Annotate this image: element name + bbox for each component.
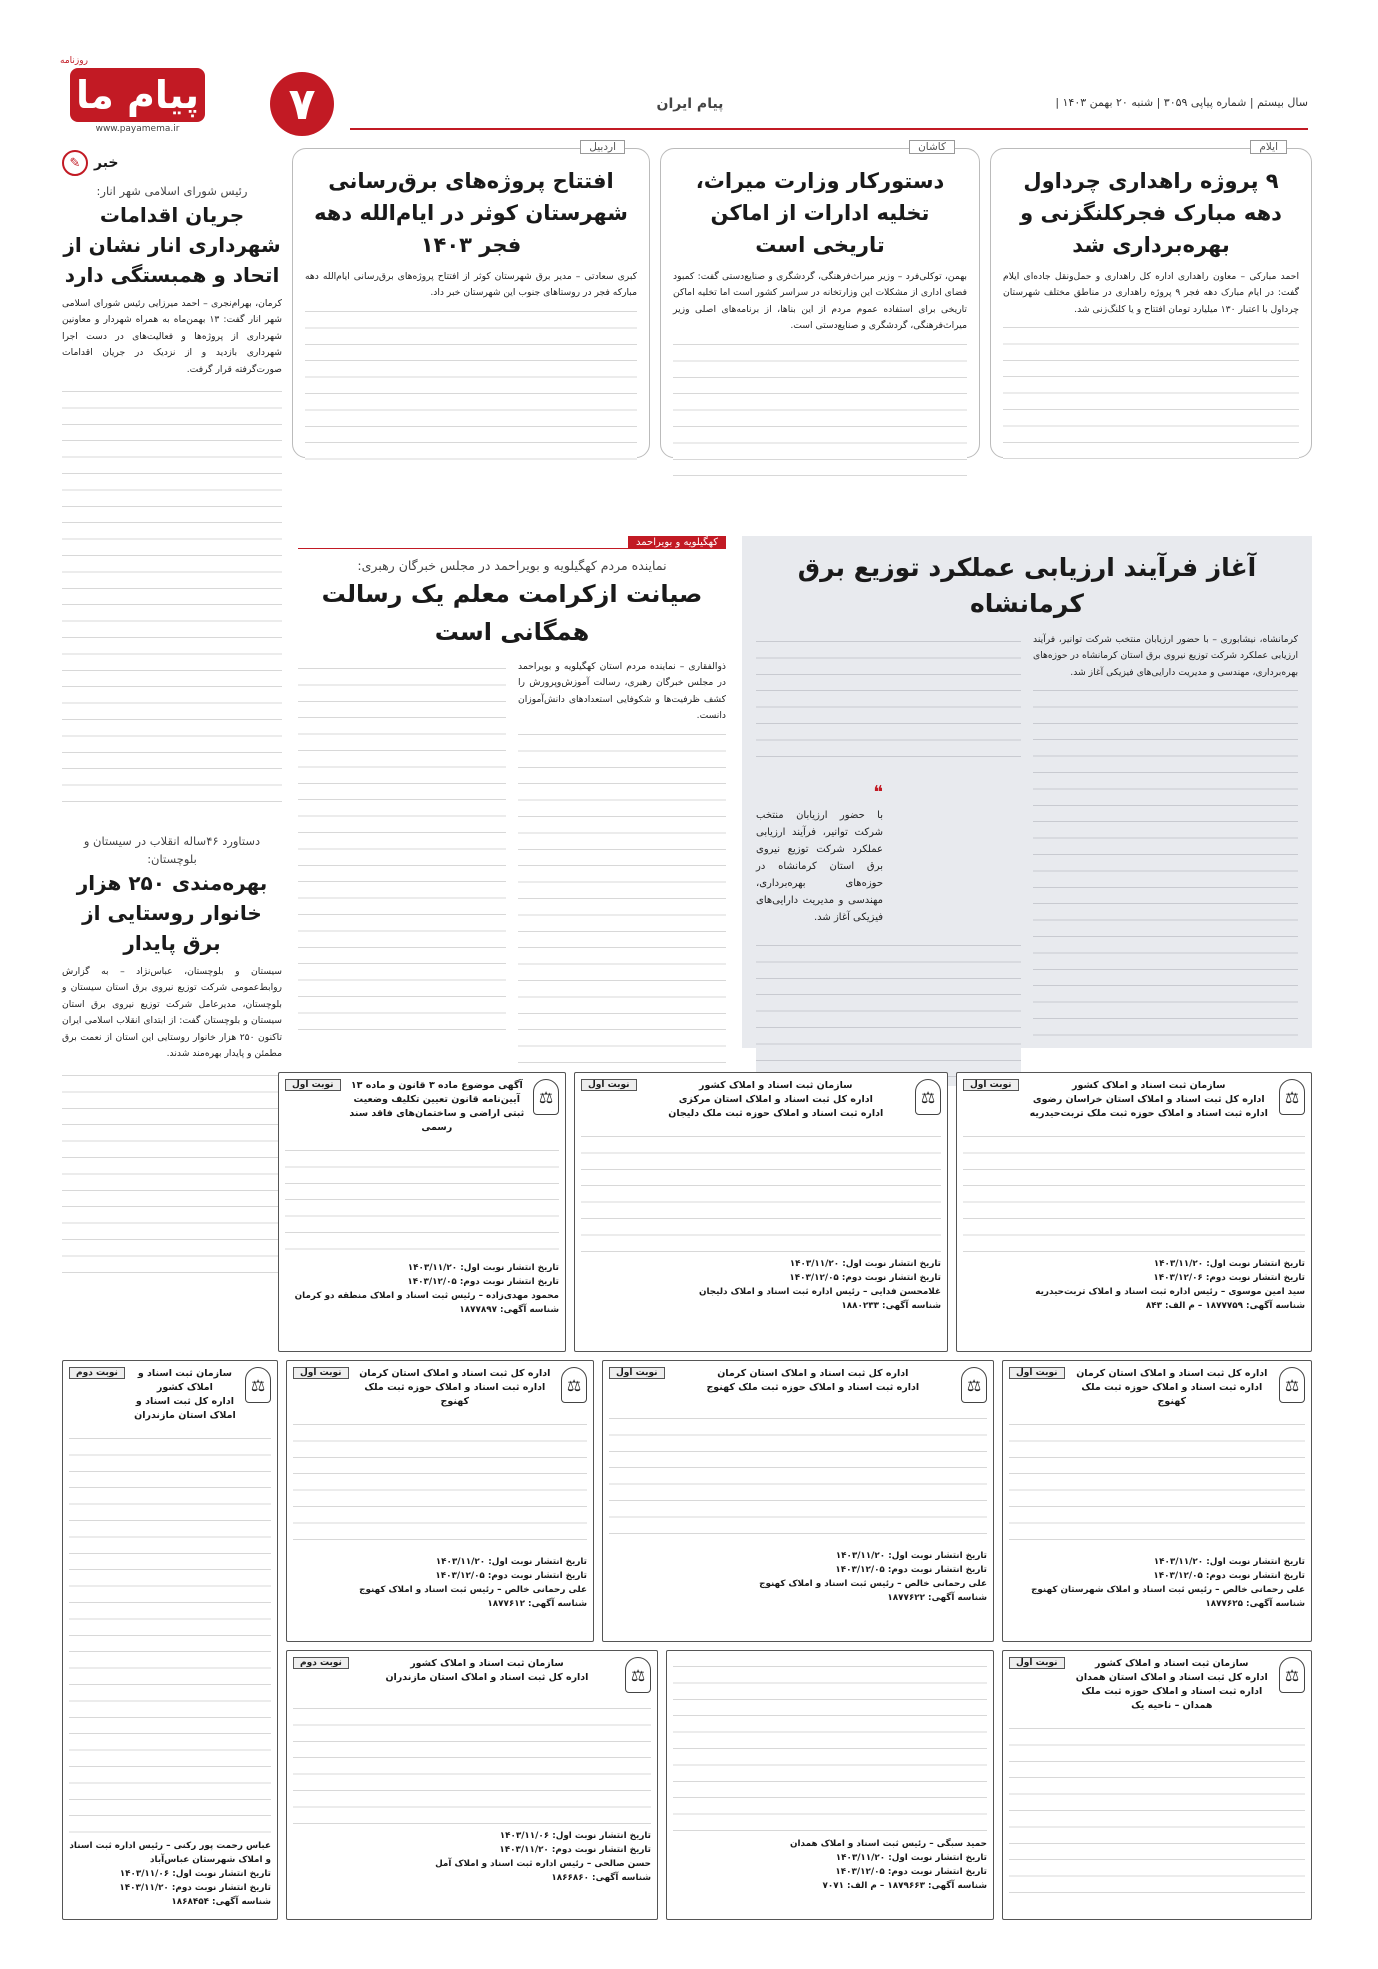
notice-8-sub: اداره ثبت اسناد و املاک حوزه ثبت ملک همدان – ناحیه یک [1081,1686,1263,1711]
title-ardabil[interactable]: افتتاح پروژه‌های برق‌رسانی شهرستان کوثر در ایام‌الله دهه فجر ۱۴۰۳ [314,169,628,257]
notice-9-date2: تاریخ انتشار نوبت دوم: ۱۴۰۳/۱۱/۲۰ [499,1845,651,1855]
notice-1-date2: تاریخ انتشار نوبت دوم: ۱۴۰۳/۱۲/۰۶ [1153,1273,1305,1283]
notice-6-org: اداره کل ثبت اسناد و املاک استان کرمان [359,1368,551,1379]
emblem-icon: ⚖ [1279,1079,1305,1115]
city-tag-ilam: ایلام [1250,140,1287,154]
quote-icon: ❝ [873,782,883,803]
lead-kashan: بهمن، توکلی‌فرد – وزیر میراث‌فرهنگی، گردشگری و صنایع‌دستی گفت: کمبود فضای اداری از مشکلات این وزارتخانه در سراسر کشور است اما تخلیه اماکن تاریخی برای استفاده عموم مردم از این بناها، از برنامه‌های اصلی وزیر میراث‌فرهنگی، گردشگری و صنایع‌دستی است. [673,271,967,332]
notice-2-adno: شناسه آگهی: ۱۸۸۰۲۳۳ [841,1301,941,1311]
body-kohgiluyeh-col1 [518,725,726,1065]
notice-5-signer: علی رحمانی خالص – رئیس ثبت اسناد و املاک کهنوج [759,1579,987,1589]
notice-5-date2: تاریخ انتشار نوبت دوم: ۱۴۰۳/۱۲/۰۵ [835,1565,987,1575]
city-tag-kashan: کاشان [909,140,955,154]
notice-4-date1: تاریخ انتشار نوبت اول: ۱۴۰۳/۱۱/۲۰ [1153,1557,1305,1567]
notice-6-nobat: نوبت اول [293,1367,349,1379]
notice-2-org: سازمان ثبت اسناد و املاک کشور [699,1080,853,1091]
notice-8-body [1009,1719,1305,1899]
notice-4-signer: علی رحمانی خالص – رئیس ثبت اسناد و املاک شهرستان کهنوج [1031,1585,1305,1595]
article-kohgiluyeh [292,536,732,1048]
article-ilam [990,141,1312,458]
notice-6-adno: شناسه آگهی: ۱۸۷۷۶۱۲ [487,1599,587,1609]
notice-7 [62,1360,278,1920]
notice-6-dept: اداره ثبت اسناد و املاک حوزه ثبت ملک کهنوج [364,1382,546,1407]
notice-7-body [69,1429,271,1839]
notice-7-date2: تاریخ انتشار نوبت دوم: ۱۴۰۳/۱۱/۲۰ [119,1883,271,1893]
side-column [62,150,282,1190]
side-kicker-anar: رئیس شورای اسلامی شهر انار: [96,184,248,198]
notice-3-adno: شناسه آگهی: ۱۸۷۷۸۹۷ [459,1305,559,1315]
logo-tagline: روزنامه [60,56,88,66]
emblem-icon: ⚖ [561,1367,587,1403]
notice-6-signer: علی رحمانی خالص – رئیس ثبت اسناد و املاک کهنوج [359,1585,587,1595]
notice-7-nobat: نوبت دوم [69,1367,125,1379]
emblem-icon: ⚖ [961,1367,987,1403]
lead-kermanshah: کرمانشاه، نیشابوری – با حضور ارزیابان منتخب شرکت توانیر، فرآیند ارزیابی عملکرد شرکت توزیع نیروی برق استان کرمانشاه در حوزه‌های بهره‌برداری، مهندسی و مدیریت دارایی‌های فیزیکی آغاز شد. [1033,634,1298,678]
notice-1-dept: اداره کل ثبت اسناد و املاک استان خراسان رضوی [1032,1094,1265,1105]
notice-4-dept: اداره ثبت اسناد و املاک حوزه ثبت ملک کهنوج [1081,1382,1263,1407]
article-kashan [660,141,980,458]
notice-8-adno: شناسه آگهی: ۱۸۷۹۶۶۳ – م الف: ۷۰۷۱ [822,1881,987,1891]
notice-9-signer: حسن صالحی – رئیس اداره ثبت اسناد و املاک آمل [435,1859,651,1869]
notice-8 [1002,1650,1312,1920]
notice-4 [1002,1360,1312,1642]
body-kashan [673,335,967,485]
notice-5-date1: تاریخ انتشار نوبت اول: ۱۴۰۳/۱۱/۲۰ [835,1551,987,1561]
notice-5-body [609,1409,987,1549]
city-tag-ardabil: اردبیل [580,140,625,154]
notice-8-body-cont [673,1657,987,1837]
notice-9-date1: تاریخ انتشار نوبت اول: ۱۴۰۳/۱۱/۰۶ [499,1831,651,1841]
notice-9-dept: اداره کل ثبت اسناد و املاک استان مازندران [385,1672,589,1683]
notice-8-dept: اداره کل ثبت اسناد و املاک استان همدان [1075,1672,1268,1683]
notice-5 [602,1360,994,1642]
khabar-label: خبر [94,155,119,171]
notice-8-date2: تاریخ انتشار نوبت دوم: ۱۴۰۳/۱۲/۰۵ [835,1867,987,1877]
notice-4-nobat: نوبت اول [1009,1367,1065,1379]
lead-ilam: احمد مبارکی – معاون راهداری اداره کل راهداری و حمل‌ونقل جاده‌ای ایلام گفت: در ایام مبارک دهه فجر ۹ پروژه راهداری در مناطق مختلف شهرستان چرداول با اعتبار ۱۳۰ میلیارد تومان افتتاح و یا کلنگ‌زنی شد. [1003,271,1299,315]
side-body-anar [62,382,282,812]
title-kermanshah[interactable]: آغاز فرآیند ارزیابی عملکرد توزیع برق کرمانشاه [797,553,1257,618]
emblem-icon: ⚖ [533,1079,559,1115]
notice-1-adno: شناسه آگهی: ۱۸۷۷۷۵۹ – م الف: ۸۴۳ [1145,1301,1305,1311]
body-kermanshah-col2a [756,632,1021,772]
notice-1-nobat: نوبت اول [963,1079,1019,1091]
notice-7-signer: عباس رحمت پور رکنی – رئیس اداره ثبت اسناد و املاک شهرستان عباس‌آباد [69,1841,271,1865]
region-tag-kohgiluyeh: کهگیلویه و بویراحمد [628,536,726,549]
title-kashan[interactable]: دستورکار وزارت میراث، تخلیه ادارات از اماکن تاریخی است [695,169,945,257]
notice-3-date1: تاریخ انتشار نوبت اول: ۱۴۰۳/۱۱/۲۰ [407,1263,559,1273]
notice-9-adno: شناسه آگهی: ۱۸۶۶۸۶۰ [551,1873,651,1883]
notice-8-continued [666,1650,994,1920]
notice-7-adno: شناسه آگهی: ۱۸۶۸۴۵۴ [171,1897,271,1907]
notice-2-sub: اداره ثبت اسناد و املاک حوزه ثبت ملک دلیجان [668,1108,884,1119]
notice-1-date1: تاریخ انتشار نوبت اول: ۱۴۰۳/۱۱/۲۰ [1153,1259,1305,1269]
side-title-sistan[interactable]: بهره‌مندی ۲۵۰ هزار خانوار روستایی از برق پایدار [76,871,268,956]
body-kohgiluyeh-col2 [298,659,506,1039]
emblem-icon: ⚖ [1279,1367,1305,1403]
notice-6 [286,1360,594,1642]
notice-5-org: اداره کل ثبت اسناد و املاک استان کرمان [717,1368,909,1379]
notice-9 [286,1650,658,1920]
article-ardabil [292,141,650,458]
notice-9-org: سازمان ثبت اسناد و املاک کشور [410,1658,564,1669]
page-header [0,0,1378,140]
notice-8-signer: حمید سبگی – رئیس ثبت اسناد و املاک همدان [790,1839,987,1849]
notice-7-dept: اداره کل ثبت اسناد و املاک استان مازندران [134,1396,236,1421]
notice-3-org: آگهی موضوع ماده ۳ قانون و ماده ۱۳ آیین‌نامه قانون تعیین تکلیف وضعیت ثبتی اراضی و ساختمان‌های فاقد سند رسمی [349,1080,525,1133]
notice-3 [278,1072,566,1352]
notice-6-date2: تاریخ انتشار نوبت دوم: ۱۴۰۳/۱۲/۰۵ [435,1571,587,1581]
side-title-anar[interactable]: جریان اقدامات شهرداری انار نشان از اتحاد و همبستگی دارد [63,203,281,287]
lead-kohgiluyeh: ذوالفقاری – نماینده مردم استان کهگیلویه و بویراحمد در مجلس خبرگان رهبری، رسالت آموزش‌وپرورش را کشف ظرفیت‌ها و شکوفایی استعدادهای دانش‌آموزان دانست. [518,661,726,722]
side-kicker-sistan: دستاورد ۴۶ساله انقلاب در سیستان و بلوچستان: [83,834,261,867]
body-kermanshah-col1 [1033,681,1298,1041]
notice-2-date2: تاریخ انتشار نوبت دوم: ۱۴۰۳/۱۲/۰۵ [789,1273,941,1283]
title-kohgiluyeh[interactable]: صیانت ازکرامت معلم یک رسالت همگانی است [321,580,703,646]
lead-ardabil: کبری سعادتی – مدیر برق شهرستان کوثر از افتتاح پروژه‌های برق‌رسانی ایام‌الله دهه مبارکه فجر در روستاهای جنوب این شهرستان خبر داد. [305,271,637,299]
notice-3-nobat: نوبت اول [285,1079,341,1091]
notice-2-signer: غلامحسن فدایی – رئیس اداره ثبت اسناد و املاک دلیجان [698,1287,941,1297]
body-ardabil [305,302,637,472]
notice-2-dept: اداره کل ثبت اسناد و املاک استان مرکزی [678,1094,873,1105]
emblem-icon: ⚖ [245,1367,271,1403]
body-kermanshah-col2b [756,936,1021,1086]
notice-1-body [963,1127,1305,1257]
notice-8-nobat: نوبت اول [1009,1657,1065,1669]
title-ilam[interactable]: ۹ پروژه راهداری چرداول دهه مبارک فجرکلنگزنی و بهره‌برداری شد [1020,169,1282,257]
side-body-sistan [62,1066,282,1276]
notice-4-body [1009,1415,1305,1555]
body-ilam [1003,318,1299,468]
notice-7-org: سازمان ثبت اسناد و املاک کشور [137,1368,233,1393]
notice-4-org: اداره کل ثبت اسناد و املاک استان کرمان [1076,1368,1268,1379]
notice-3-date2: تاریخ انتشار نوبت دوم: ۱۴۰۳/۱۲/۰۵ [407,1277,559,1287]
notice-2 [574,1072,948,1352]
khabar-icon: ✎ [62,150,88,176]
notice-9-body [293,1699,651,1829]
newspaper-logo[interactable]: پیام ما [70,68,205,122]
notice-7-date1: تاریخ انتشار نوبت اول: ۱۴۰۳/۱۱/۰۶ [119,1869,271,1879]
notice-1-signer: سید امین موسوی – رئیس اداره ثبت اسناد و املاک تربت‌حیدریه [1035,1287,1305,1297]
emblem-icon: ⚖ [1279,1657,1305,1693]
notice-8-org: سازمان ثبت اسناد و املاک کشور [1095,1658,1249,1669]
notice-3-signer: محمود مهدی‌زاده – رئیس ثبت اسناد و املاک منطقه دو کرمان [294,1291,559,1301]
section-name: پیام ایران [656,96,724,112]
notice-4-date2: تاریخ انتشار نوبت دوم: ۱۴۰۳/۱۲/۰۵ [1153,1571,1305,1581]
notice-9-nobat: نوبت دوم [293,1657,349,1669]
notice-3-body [285,1141,559,1261]
notice-6-body [293,1415,587,1555]
notice-4-adno: شناسه آگهی: ۱۸۷۷۶۲۵ [1205,1599,1305,1609]
notice-1-sub: اداره ثبت اسناد و املاک حوزه ثبت ملک تربت‌حیدریه [1029,1108,1268,1119]
notice-5-dept: اداره ثبت اسناد و املاک حوزه ثبت ملک کهنوج [706,1382,920,1393]
notice-5-adno: شناسه آگهی: ۱۸۷۷۶۲۲ [887,1593,987,1603]
notice-1 [956,1072,1312,1352]
notice-6-date1: تاریخ انتشار نوبت اول: ۱۴۰۳/۱۱/۲۰ [435,1557,587,1567]
notice-5-nobat: نوبت اول [609,1367,665,1379]
emblem-icon: ⚖ [625,1657,651,1693]
quote-kermanshah: با حضور ارزیابان منتخب شرکت توانیر، فرآیند ارزیابی عملکرد شرکت توزیع نیروی برق استان کرمانشاه در حوزه‌های بهره‌برداری، مهندسی و مدیریت دارایی‌های فیزیکی آغاز شد. [756,810,883,923]
side-lead-sistan: سیستان و بلوچستان، عباس‌نژاد – به گزارش روابط‌عمومی شرکت توزیع نیروی برق استان سیستان و بلوچستان، مدیرعامل شرکت توزیع نیروی برق استان سیستان و بلوچستان گفت: از ابتدای انقلاب اسلامی ایران تاکنون ۲۵۰ هزار خانوار روستایی این استان از نعمت برق مطمئن و پایدار بهره‌مند شدند. [62,966,283,1060]
notice-8-date1: تاریخ انتشار نوبت اول: ۱۴۰۳/۱۱/۲۰ [835,1853,987,1863]
header-rule [350,128,1308,130]
side-lead-anar: کرمان، بهرام‌نجری – احمد میرزایی رئیس شورای اسلامی شهر انار گفت: ۱۳ بهمن‌ماه به همراه شهردار و معاونین شهرداری از پروژه‌ها و فعالیت‌های در دست اجرا شهرداری بازدید و از نزدیک در جریان اقدامات صورت‌گرفته قرار گرفت. [62,298,282,375]
notice-2-body [581,1127,941,1257]
logo-url[interactable]: www.payamema.ir [95,124,180,134]
kicker-kohgiluyeh: نماینده مردم کهگیلویه و بویراحمد در مجلس خبرگان رهبری: [357,558,667,573]
notice-1-org: سازمان ثبت اسناد و املاک کشور [1072,1080,1226,1091]
article-kermanshah [742,536,1312,1048]
notice-2-date1: تاریخ انتشار نوبت اول: ۱۴۰۳/۱۱/۲۰ [789,1259,941,1269]
issue-line: سال بیستم | شماره پیاپی ۳۰۵۹ | شنبه ۲۰ بهمن ۱۴۰۳ | [1055,96,1308,109]
page-number-badge: ۷ [270,72,334,136]
emblem-icon: ⚖ [915,1079,941,1115]
notice-2-nobat: نوبت اول [581,1079,637,1091]
